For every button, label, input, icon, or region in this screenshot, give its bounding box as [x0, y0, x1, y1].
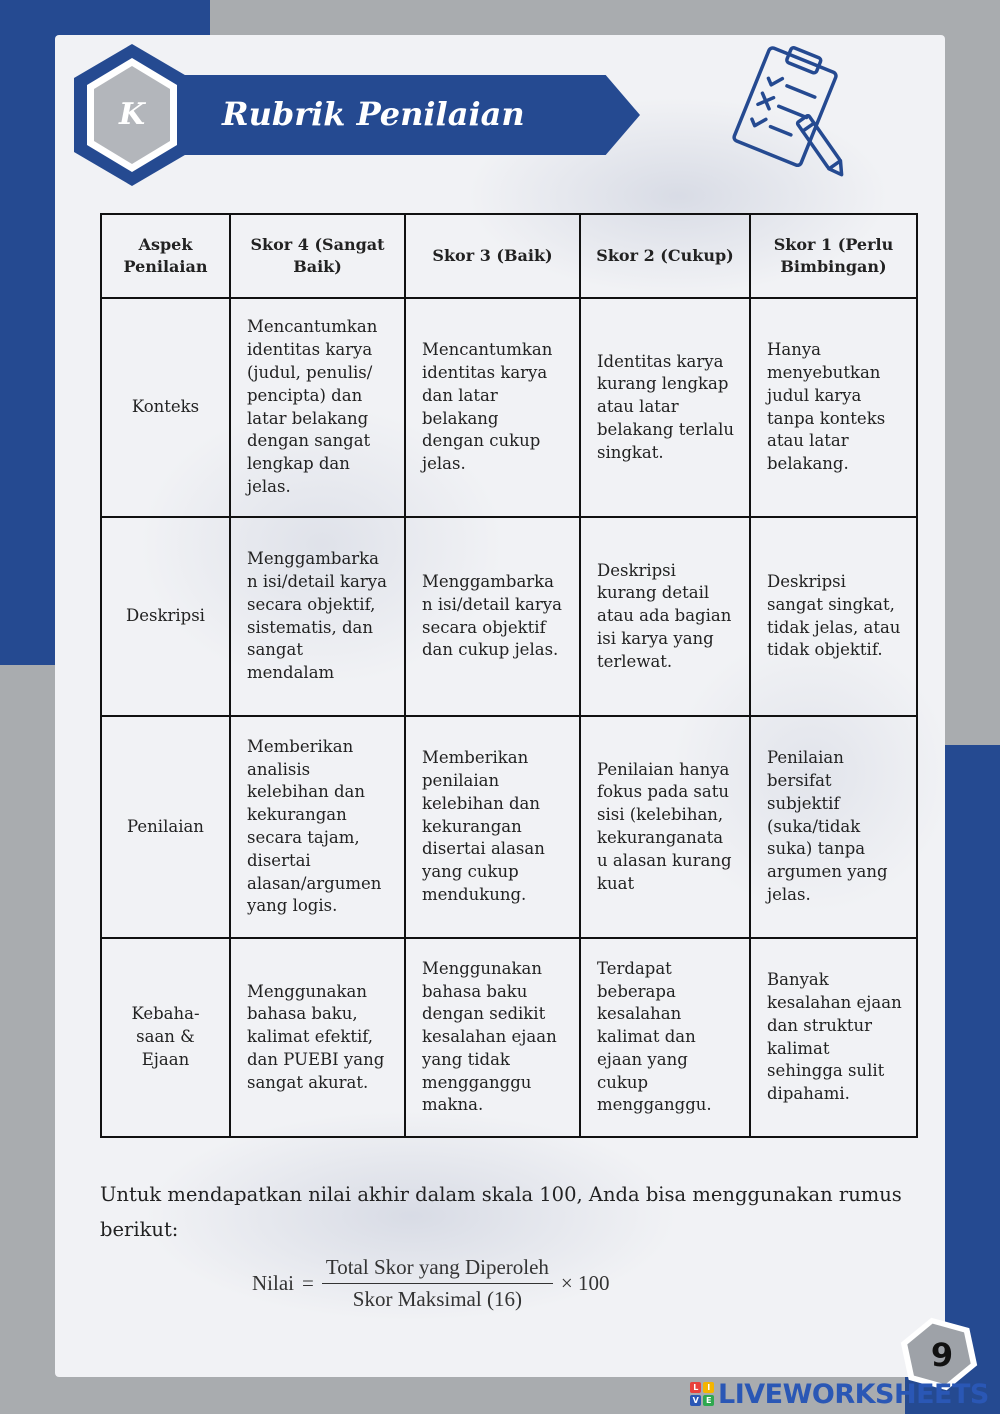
table-cell: Memberikan analisis kelebihan dan kekurangan secara tajam, disertai alasan/argumen yang logis. — [230, 716, 405, 938]
table-row — [101, 298, 917, 517]
section-letter: K — [118, 97, 146, 132]
logo-letter: L — [690, 1382, 701, 1393]
table-row — [101, 517, 917, 716]
table-row — [101, 716, 917, 938]
header-cell-score-1: Skor 1 (Perlu Bimbingan) — [750, 214, 917, 298]
table-cell: Menggambarka n isi/detail karya secara objektif, sistematis, dan sangat mendalam — [230, 517, 405, 716]
page-number: 9 — [930, 1336, 954, 1374]
aspect-cell: Deskripsi — [101, 517, 230, 716]
aspect-cell: Konteks — [101, 298, 230, 517]
formula-multiplier: × 100 — [560, 1270, 610, 1295]
table-cell: Memberikan penilaian kelebihan dan kekurangan disertai alasan yang cukup mendukung. — [405, 716, 580, 938]
logo-letter: E — [703, 1395, 714, 1406]
table-cell: Mencantumkan identitas karya (judul, penulis/ pencipta) dan latar belakang dengan sangat lengkap dan jelas. — [230, 298, 405, 517]
clipboard-checklist-icon — [718, 40, 858, 180]
formula-fraction — [322, 1255, 553, 1312]
table-cell: Hanya menyebutkan judul karya tanpa konteks atau latar belakang. — [750, 298, 917, 517]
header-cell-aspect: Aspek Penilaian — [101, 214, 230, 298]
watermark-text: LIVEWORKSHEETS — [718, 1378, 989, 1410]
logo-letter: V — [690, 1395, 701, 1406]
formula-intro-text: Untuk mendapatkan nilai akhir dalam skala 100, Anda bisa menggunakan rumus berikut: — [100, 1183, 902, 1241]
score-formula — [252, 1248, 610, 1318]
formula-numerator: Total Skor yang Diperoleh — [322, 1255, 553, 1284]
table-header-row — [101, 214, 917, 298]
liveworksheets-watermark — [690, 1378, 989, 1410]
page-title: Rubrik Penilaian — [222, 95, 525, 133]
formula-denominator: Skor Maksimal (16) — [352, 1286, 522, 1311]
table-cell: Menggambarka n isi/detail karya secara objektif dan cukup jelas. — [405, 517, 580, 716]
table-cell: Mencantumkan identitas karya dan latar belakang dengan cukup jelas. — [405, 298, 580, 517]
table-cell: Penilaian hanya fokus pada satu sisi (kelebihan, kekuranganata u alasan kurang kuat — [580, 716, 750, 938]
table-cell: Identitas karya kurang lengkap atau latar belakang terlalu singkat. — [580, 298, 750, 517]
table-cell: Banyak kesalahan ejaan dan struktur kalimat sehingga sulit dipahami. — [750, 938, 917, 1137]
table-cell: Deskripsi kurang detail atau ada bagian isi karya yang terlewat. — [580, 517, 750, 716]
table-cell: Penilaian bersifat subjektif (suka/tidak suka) tanpa argumen yang jelas. — [750, 716, 917, 938]
table-cell: Deskripsi sangat singkat, tidak jelas, atau tidak objektif. — [750, 517, 917, 716]
table-cell: Menggunakan bahasa baku, kalimat efektif, dan PUEBI yang sangat akurat. — [230, 938, 405, 1137]
table-cell: Menggunakan bahasa baku dengan sedikit kesalahan ejaan yang tidak mengganggu makna. — [405, 938, 580, 1137]
logo-letter: I — [703, 1382, 714, 1393]
liveworksheets-logo-icon — [690, 1382, 714, 1406]
aspect-cell: Penilaian — [101, 716, 230, 938]
table-cell: Terdapat beberapa kesalahan kalimat dan ejaan yang cukup mengganggu. — [580, 938, 750, 1137]
formula-lhs: Nilai — [252, 1270, 294, 1295]
header-cell-score-2: Skor 2 (Cukup) — [580, 214, 750, 298]
aspect-cell: Kebaha- saan & Ejaan — [101, 938, 230, 1137]
rubric-table — [100, 213, 918, 1138]
header-cell-score-3: Skor 3 (Baik) — [405, 214, 580, 298]
header-cell-score-4: Skor 4 (Sangat Baik) — [230, 214, 405, 298]
table-row — [101, 938, 917, 1137]
formula-equals: = — [302, 1270, 314, 1295]
